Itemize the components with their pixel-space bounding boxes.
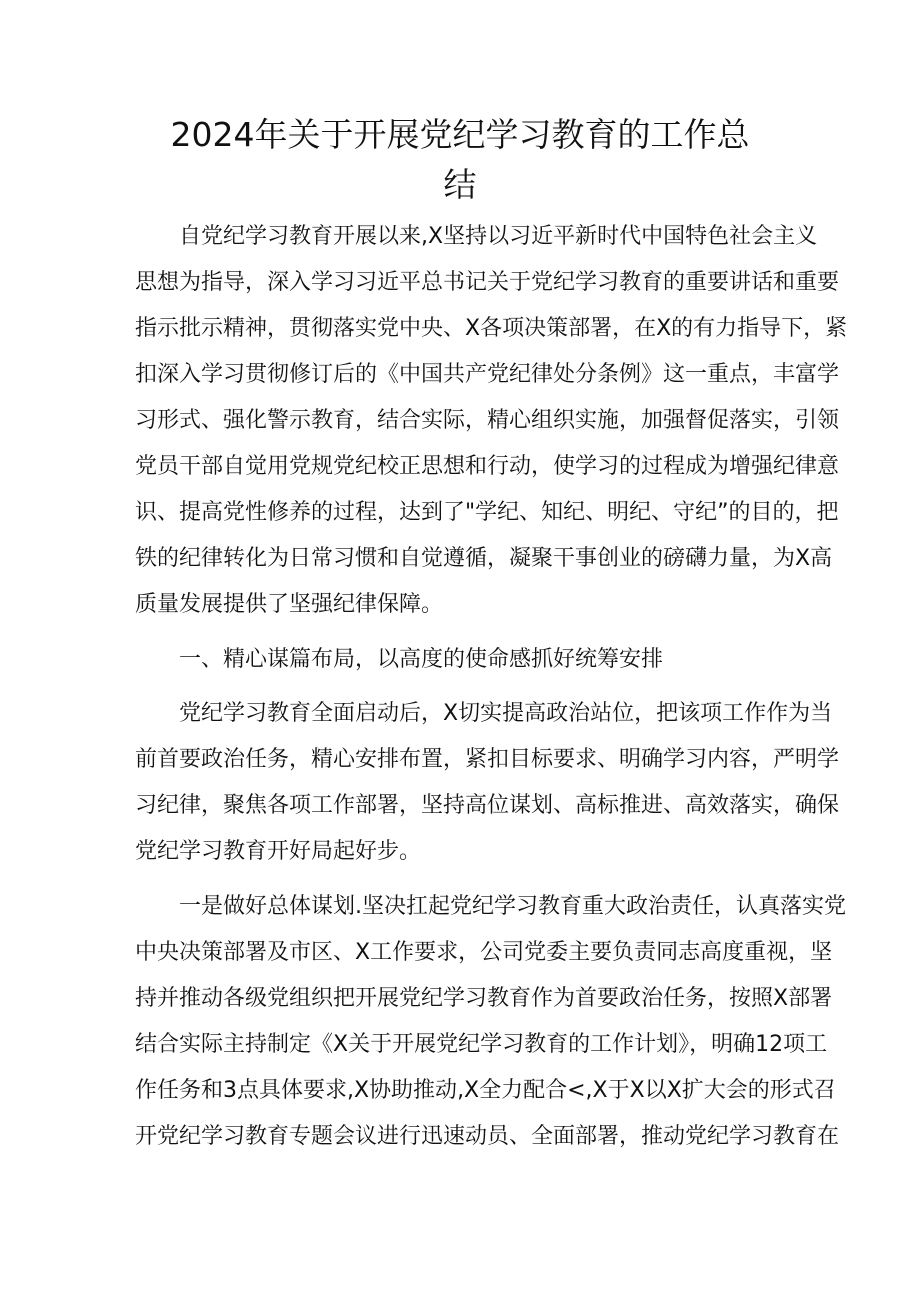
text-line: 铁的纪律转化为日常习惯和自觉遵循，凝聚干事创业的磅礴力量，为X高 — [135, 546, 833, 571]
text-line: 持并推动各级党组织把开展党纪学习教育作为首要政治任务，按照X部署 — [135, 985, 833, 1011]
text-line: 前首要政治任务，精心安排布置，紧扣目标要求、明确学习内容，严明学 — [135, 747, 840, 772]
text-line: 一是做好总体谋划.坚决扛起党纪学习教育重大政治责任，认真落实党 — [179, 893, 846, 919]
text-line: 思想为指导，深入学习习近平总书记关于党纪学习教育的重要讲话和重要 — [135, 270, 840, 295]
text-line: 党纪学习教育全面启动后，X切实提高政治站位，把该项工作作为当 — [179, 701, 833, 726]
title-line: 2024年关于开展党纪学习教育的工作总 — [170, 115, 750, 154]
section-heading-1 — [135, 637, 785, 683]
section-1-paragraph — [135, 691, 840, 875]
text-line: 结合实际主持制定《X关于开展党纪学习教育的工作计划》，明确12项工 — [135, 1031, 828, 1057]
text-line: 开党纪学习教育专题会议进行迅速动员、全面部署，推动党纪学习教育在 — [135, 1123, 840, 1149]
text-line: 指示批示精神，贯彻落实党中央、X各项决策部署，在X的有力指导下，紧 — [135, 316, 848, 341]
text-line: 党纪学习教育开好局起好步。 — [135, 839, 422, 864]
section-heading-text: 一、精心谋篇布局，以高度的使命感抓好统筹安排 — [179, 646, 664, 672]
text-line: 作任务和3点具体要求,X协助推动,X全力配合<,X于X以X扩大会的形式召 — [135, 1077, 836, 1103]
document-title — [135, 110, 785, 210]
text-line: 党员干部自觉用党规党纪校正思想和行动，使学习的过程成为增强纪律意 — [135, 454, 840, 479]
text-line: 中央决策部署及市区、X工作要求，公司党委主要负责同志高度重视，坚 — [135, 939, 833, 965]
text-line: 习形式、强化警示教育，结合实际，精心组织实施，加强督促落实，引领 — [135, 408, 840, 433]
text-line: 扣深入学习贯彻修订后的《中国共产党纪律处分条例》这一重点，丰富学 — [135, 362, 840, 387]
text-line: 识、提高党性修养的过程，达到了"学纪、知纪、明纪、守纪”的目的，把 — [135, 500, 839, 525]
text-line: 自党纪学习教育开展以来,X坚持以习近平新时代中国特色社会主义 — [179, 224, 818, 249]
title-line: 结 — [443, 165, 477, 204]
text-line: 质量发展提供了坚强纪律保障。 — [135, 592, 444, 617]
intro-paragraph — [135, 214, 848, 628]
document-body — [135, 214, 848, 1160]
point-1-paragraph — [135, 884, 846, 1160]
text-line: 习纪律，聚焦各项工作部署，坚持高位谋划、高标推进、高效落实，确保 — [135, 793, 840, 818]
